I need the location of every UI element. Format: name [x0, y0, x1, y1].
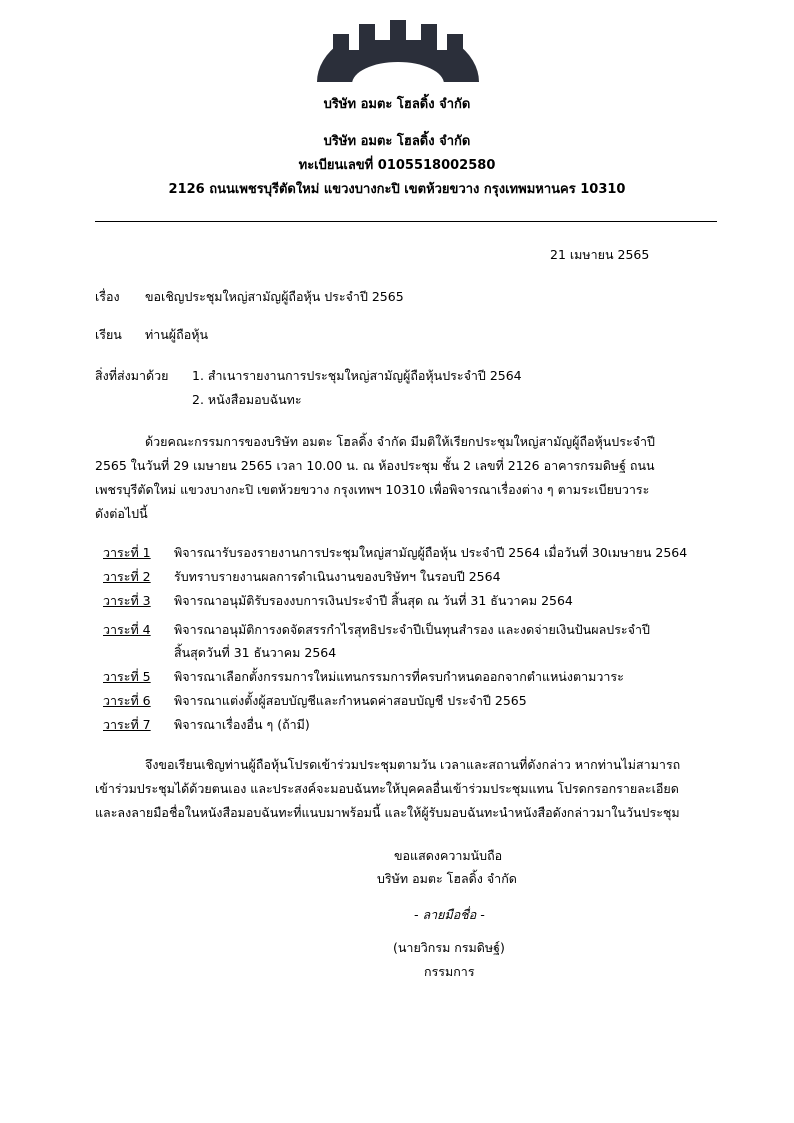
intro-line: เพชรบุรีตัดใหม่ แขวงบางกะปิ เขตห้วยขวาง กรุงเทพฯ 10310 เพื่อพิจารณาเรื่องต่าง ๆ ตามระเบียบวาระ	[95, 482, 650, 497]
agenda-label: วาระที่ 6	[103, 693, 151, 708]
agenda-label: วาระที่ 3	[103, 593, 151, 608]
header-divider	[95, 221, 717, 222]
agenda-label: วาระที่ 4	[103, 622, 151, 637]
intro-line: 2565 ในวันที่ 29 เมษายน 2565 เวลา 10.00 น. ณ ห้องประชุม ชั้น 2 เลขที่ 2126 อาคารกรมดิษฐ์ ถนน	[95, 458, 655, 473]
sign-company: บริษัท อมตะ โฮลดิ้ง จำกัด	[377, 871, 517, 886]
enclosures-label: สิ่งที่ส่งมาด้วย	[95, 368, 169, 383]
company-name: บริษัท อมตะ โฮลดิ้ง จำกัด	[323, 134, 471, 149]
company-logo	[315, 20, 481, 90]
subject-label: เรื่อง	[95, 289, 120, 304]
agenda-text: รับทราบรายงานผลการดำเนินงานของบริษัทฯ ในรอบปี 2564	[174, 569, 501, 584]
signature: - ลายมือชื่อ -	[414, 907, 485, 922]
agenda-label: วาระที่ 7	[103, 717, 151, 732]
agenda-label: วาระที่ 5	[103, 669, 151, 684]
agenda-text: พิจารณารับรองรายงานการประชุมใหญ่สามัญผู้ถือหุ้น ประจำปี 2564 เมื่อวันที่ 30เมษายน 2564	[174, 545, 688, 560]
closing-line: เข้าร่วมประชุมได้ด้วยตนเอง และประสงค์จะมอบฉันทะให้บุคคลอื่นเข้าร่วมประชุมแทน โปรดกรอกรายละเอียด	[95, 781, 679, 796]
closing-line: จึงขอเรียนเชิญท่านผู้ถือหุ้นโปรดเข้าร่วมประชุมตามวัน เวลาและสถานที่ดังกล่าว หากท่านไม่สามารถ	[145, 757, 681, 772]
subject-text: ขอเชิญประชุมใหญ่สามัญผู้ถือหุ้น ประจำปี 2565	[145, 289, 404, 304]
enclosure-item: 1. สำเนารายงานการประชุมใหญ่สามัญผู้ถือหุ้นประจำปี 2564	[192, 368, 522, 383]
recipient-text: ท่านผู้ถือหุ้น	[145, 327, 208, 342]
agenda-text: พิจารณาเลือกตั้งกรรมการใหม่แทนกรรมการที่ครบกำหนดออกจากตำแหน่งตามวาระ	[174, 669, 624, 684]
regards: ขอแสดงความนับถือ	[394, 848, 503, 863]
intro-line: ดังต่อไปนี้	[95, 506, 148, 521]
agenda-label: วาระที่ 2	[103, 569, 151, 584]
closing-line: และลงลายมือชื่อในหนังสือมอบฉันทะที่แนบมาพร้อมนี้ และให้ผู้รับมอบฉันทะนำหนังสือดังกล่าวมาในวันประชุม	[95, 805, 680, 820]
logo-caption: บริษัท อมตะ โฮลดิ้ง จำกัด	[323, 97, 471, 112]
agenda-text: พิจารณาอนุมัติรับรองงบการเงินประจำปี สิ้นสุด ณ วันที่ 31 ธันวาคม 2564	[174, 593, 573, 608]
company-address: 2126 ถนนเพชรบุรีตัดใหม่ แขวงบางกะปิ เขตห้วยขวาง กรุงเทพมหานคร 10310	[168, 182, 626, 197]
letter-date: 21 เมษายน 2565	[550, 247, 650, 262]
signer-name: (นายวิกรม กรมดิษฐ์)	[393, 940, 505, 955]
signer-title: กรรมการ	[424, 964, 475, 979]
company-registration: ทะเบียนเลขที่ 0105518002580	[298, 158, 496, 173]
intro-line: ด้วยคณะกรรมการของบริษัท อมตะ โฮลดิ้ง จำกัด มีมติให้เรียกประชุมใหญ่สามัญผู้ถือหุ้นประจำปี	[145, 434, 655, 449]
agenda-text-continued: สิ้นสุดวันที่ 31 ธันวาคม 2564	[174, 645, 337, 660]
agenda-label: วาระที่ 1	[103, 545, 151, 560]
agenda-text: พิจารณาอนุมัติการงดจัดสรรกำไรสุทธิประจำปีเป็นทุนสำรอง และงดจ่ายเงินปันผลประจำปี	[174, 622, 650, 637]
enclosure-item: 2. หนังสือมอบฉันทะ	[192, 392, 302, 407]
agenda-text: พิจารณาเรื่องอื่น ๆ (ถ้ามี)	[174, 717, 310, 732]
recipient-label: เรียน	[95, 327, 122, 342]
agenda-text: พิจารณาแต่งตั้งผู้สอบบัญชีและกำหนดค่าสอบบัญชี ประจำปี 2565	[174, 693, 527, 708]
